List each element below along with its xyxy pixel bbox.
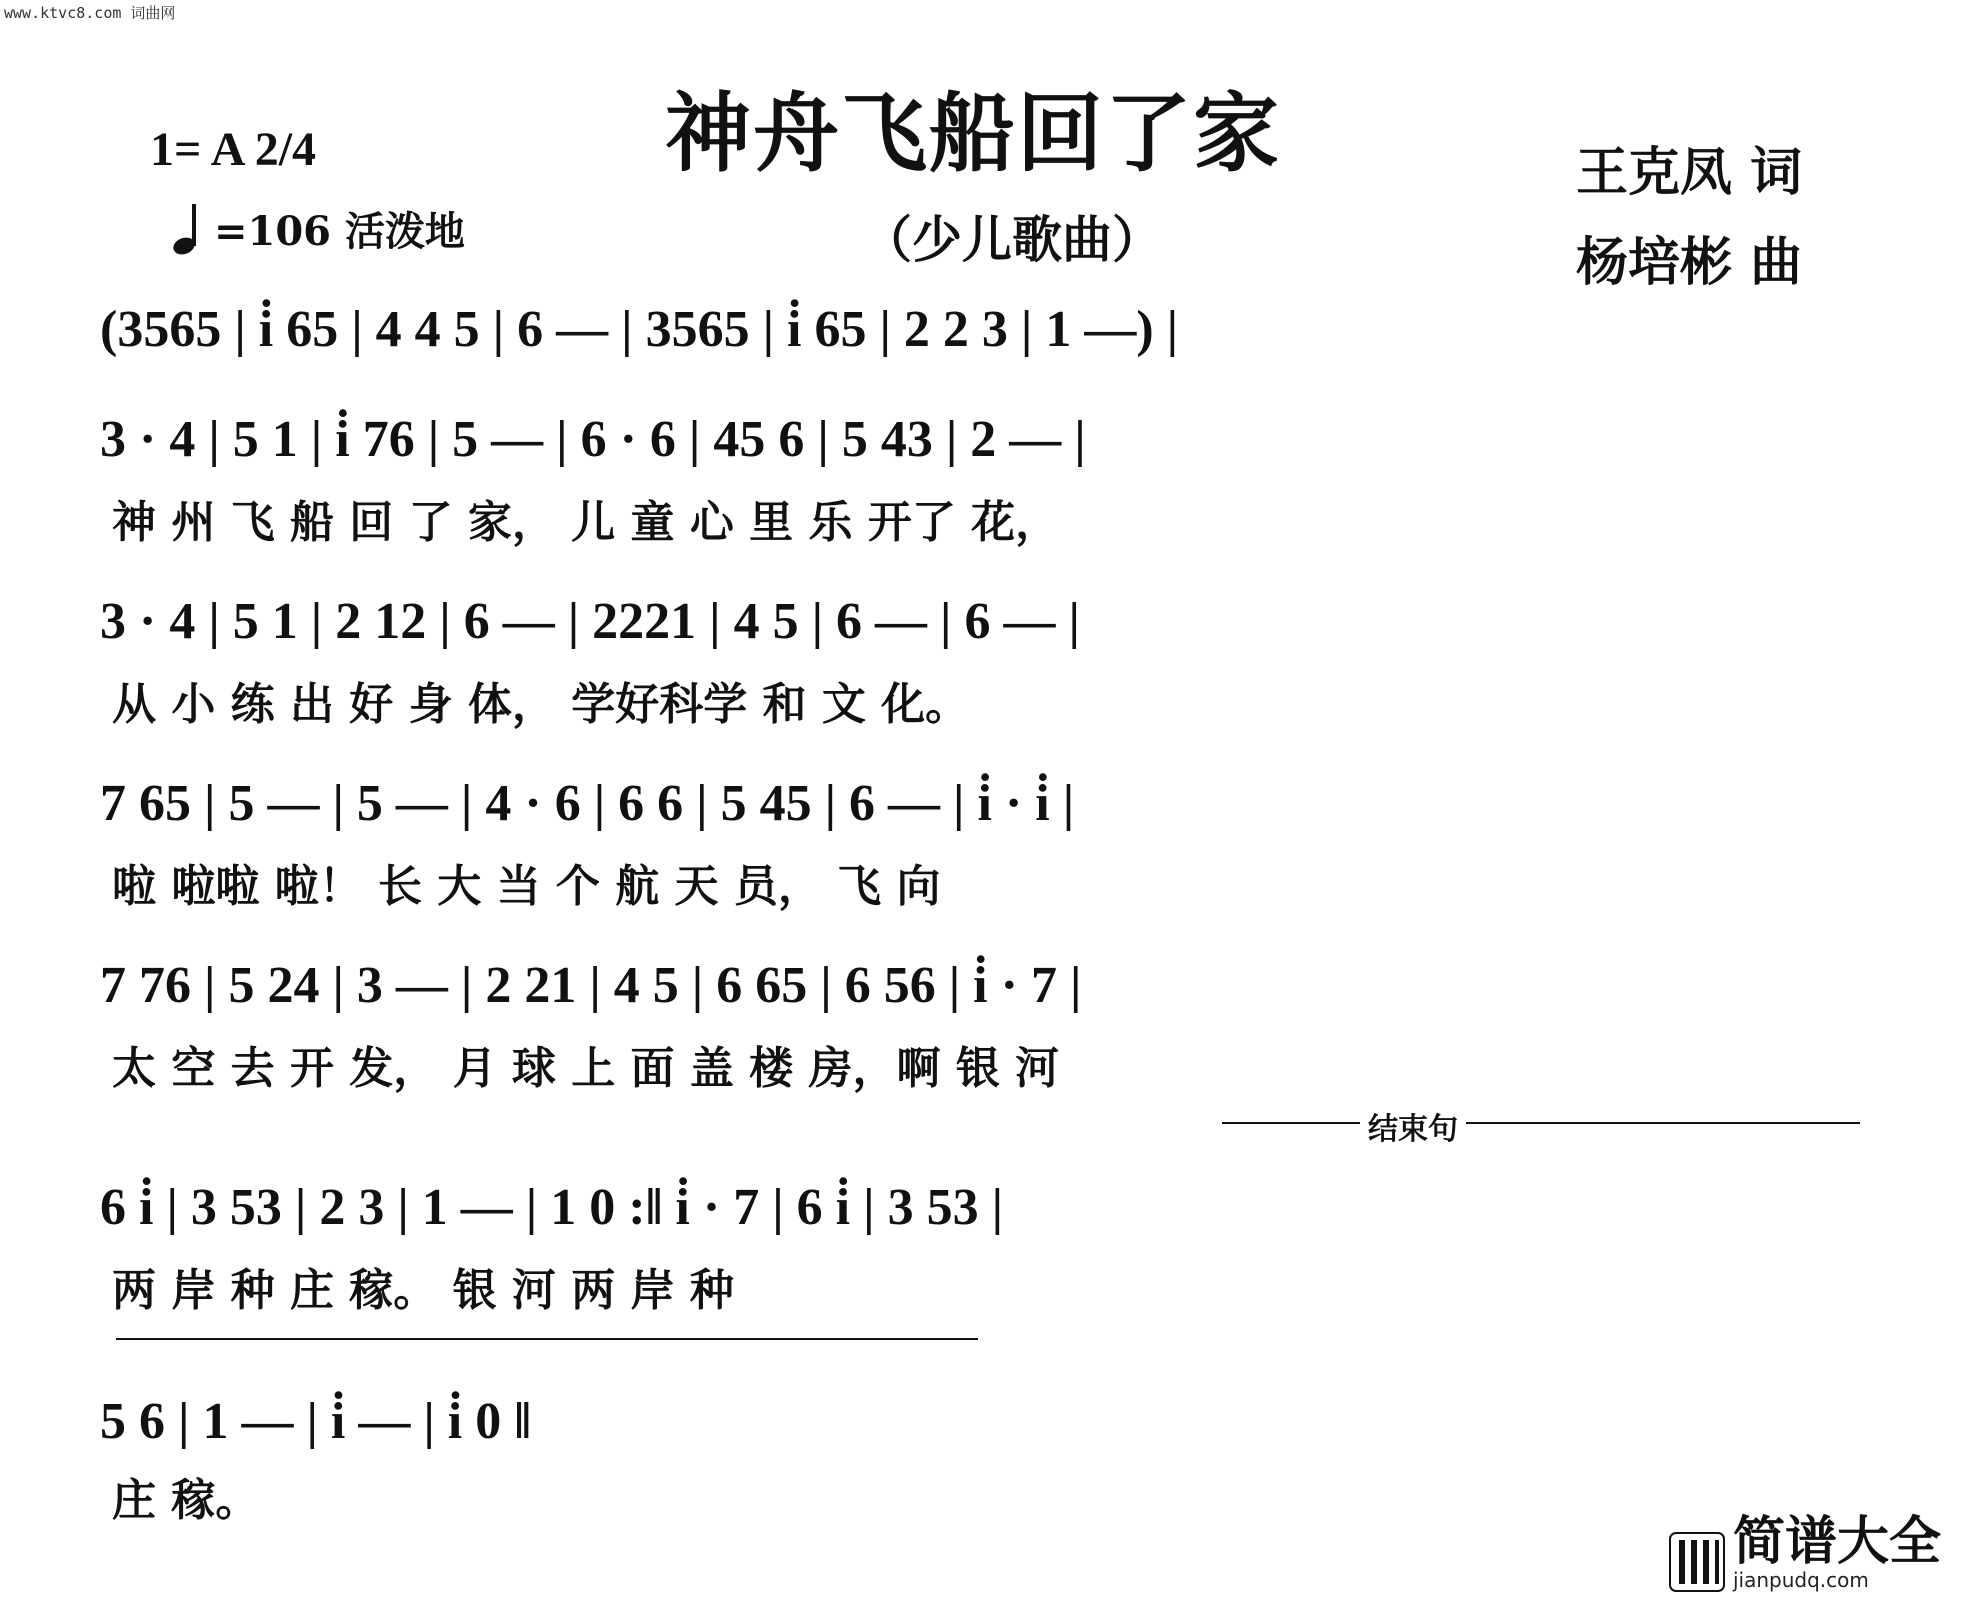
song-title: 神舟飞船回了家 [665, 83, 1281, 184]
score-line-6 [100, 1172, 1003, 1242]
source-label: www.ktvc8.com 词曲网 [4, 4, 176, 22]
tempo-text: =106 活泼地 [214, 208, 465, 255]
notes-line-1: (3565 | i̇ 65 | 4 4 5 | 6 — | 3565 | i̇ 65 | 2 2 3 | 1 —) | [100, 300, 1179, 358]
score-line-5 [100, 950, 1081, 1020]
score-line-2 [100, 404, 1086, 474]
lyrics-line-5: 太 空 去 开 发， 月 球 上 面 盖 楼 房，啊 银 河 [112, 1043, 1060, 1094]
site-watermark [1669, 1512, 1941, 1592]
notes-line-2: 3 · 4 | 5 1 | i̇ 76 | 5 — | 6 · 6 | 45 6 | 5 43 | 2 — | [100, 410, 1086, 468]
score-line-1 [100, 294, 1178, 364]
score-line-3 [100, 586, 1080, 656]
notes-line-6: 6 i̇ | 3 53 | 2 3 | 1 — | 1 0 :‖ i̇ · 7 | 6 i̇ | 3 53 | [100, 1178, 1004, 1236]
composer-credit: 杨培彬 曲 [1576, 232, 1803, 293]
lyrics-line-2: 神 州 飞 船 回 了 家， 儿 童 心 里 乐 开了 花， [112, 497, 1060, 548]
notes-line-3: 3 · 4 | 5 1 | 2 12 | 6 — | 2221 | 4 5 | 6 — | 6 — | [100, 592, 1080, 650]
lyrics-line-7: 庄 稼。 [112, 1475, 260, 1526]
watermark-name: 简谱大全 [1732, 1512, 1941, 1572]
piano-keys-icon [1669, 1532, 1725, 1592]
quarter-note-icon [172, 202, 206, 256]
notes-line-4: 7 65 | 5 — | 5 — | 4 · 6 | 6 6 | 5 45 | 6 — | i̇ · i̇ | [100, 774, 1075, 832]
notes-line-7: 5 6 | 1 — | i̇ — | i̇ 0 ‖ [100, 1392, 532, 1450]
score-line-4 [100, 768, 1074, 838]
ending-bracket-line [1222, 1122, 1860, 1124]
key-signature: 1= A 2/4 [150, 123, 317, 176]
watermark-url: jianpudq.com [1732, 1568, 1869, 1592]
lyricist-credit: 王克凤 词 [1576, 142, 1803, 203]
lyrics-line-4: 啦 啦啦 啦！ 长 大 当 个 航 天 员， 飞 向 [112, 861, 941, 912]
ending-bracket-line-2 [116, 1338, 978, 1340]
lyrics-line-3: 从 小 练 出 好 身 体， 学好科学 和 文 化。 [112, 679, 970, 730]
lyrics-line-6: 两 岸 种 庄 稼。 银 河 两 岸 种 [112, 1265, 734, 1316]
song-subtitle: （少儿歌曲） [862, 210, 1162, 269]
notes-line-5: 7 76 | 5 24 | 3 — | 2 21 | 4 5 | 6 65 | 6 56 | i̇ · 7 | [100, 956, 1082, 1014]
score-line-7 [100, 1386, 531, 1456]
tempo-marking [172, 200, 465, 257]
ending-label: 结束句 [1360, 1104, 1466, 1148]
